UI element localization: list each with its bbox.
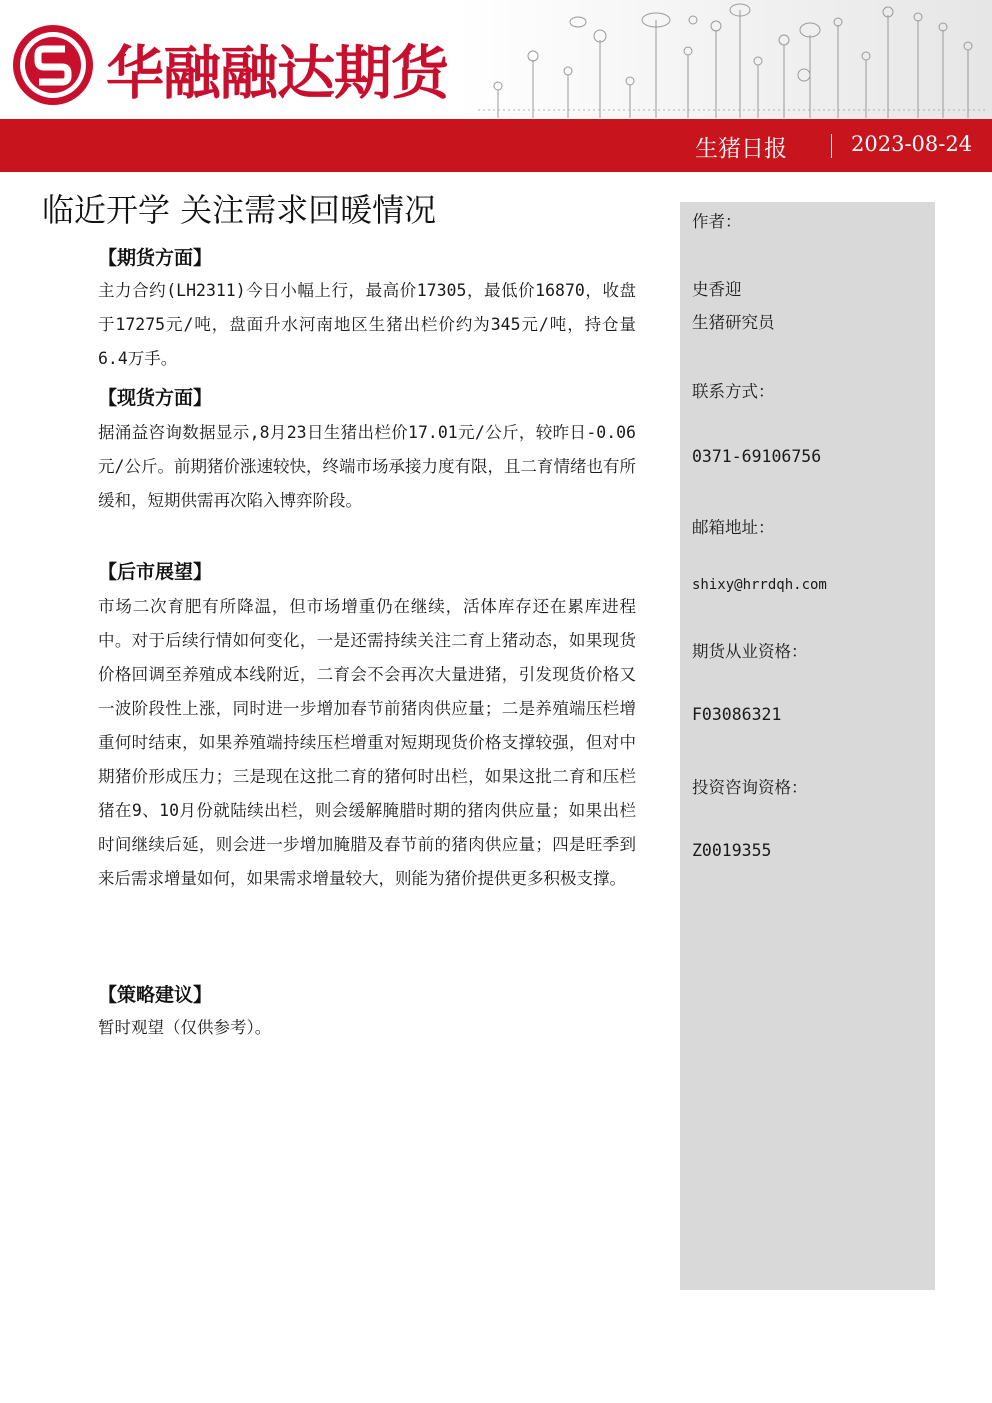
author-name: 史香迎 — [692, 280, 742, 299]
advisory-cert-number: Z0019355 — [692, 841, 772, 860]
report-title: 临近开学 关注需求回暖情况 — [42, 191, 437, 229]
section-text-outlook: 市场二次育肥有所降温，但市场增重仍在继续，活体库存还在累库进程中。对于后续行情如何变化，一是还需持续关注二育上猪动态，如果现货价格回调至养殖成本线附近，二育会不会再次大量进猪，引发现货价格又一波阶段性上涨，同时进一步增加春节前猪肉供应量；二是养殖端压栏增重何时结束，如果养殖端持续压栏增重对短期现货价格支撑较强，但对中期猪价形成压力；三是现在这批二育的猪何时出栏，如果这批二育和压栏猪在9、10月份就陆续出栏，则会缓解腌腊时期的猪肉供应量；如果出栏时间继续后延，则会进一步增加腌腊及春节前的猪肉供应量；四是旺季到来后需求增量如何，如果需求增量较大，则能为猪价提供更多积极支撑。 — [98, 597, 636, 888]
futures-cert-number: F03086321 — [692, 705, 782, 724]
logo — [10, 22, 450, 112]
section-heading-strategy: 【策略建议】 — [98, 984, 213, 1006]
company-logo-icon — [10, 22, 96, 108]
header-bar — [0, 119, 992, 172]
futures-cert-label: 期货从业资格： — [692, 642, 808, 661]
contact-label: 联系方式： — [692, 382, 775, 401]
section-text-futures: 主力合约(LH2311)今日小幅上行，最高价17305，最低价16870，收盘于17275元/吨，盘面升水河南地区生猪出栏价约为345元/吨，持仓量6.4万手。 — [98, 281, 636, 368]
section-heading-futures: 【期货方面】 — [98, 247, 213, 269]
header-decoration — [458, 0, 992, 120]
advisory-cert-label: 投资咨询资格： — [692, 778, 808, 797]
email-label: 邮箱地址： — [692, 518, 775, 537]
header-divider — [831, 134, 832, 158]
brand-name: 华融融达期货 — [106, 39, 449, 107]
author-sidebar — [680, 202, 935, 1290]
author-label: 作者： — [692, 212, 742, 231]
report-date: 2023-08-24 — [851, 132, 973, 156]
contact-phone: 0371-69106756 — [692, 447, 822, 466]
section-text-spot: 据涌益咨询数据显示,8月23日生猪出栏价17.01元/公斤，较昨日-0.06元/公斤。前期猪价涨速较快，终端市场承接力度有限，且二育情绪也有所缓和，短期供需再次陷入博弈阶段。 — [98, 423, 636, 510]
section-heading-spot: 【现货方面】 — [98, 387, 213, 409]
email-address[interactable]: shixy@hrrdqh.com — [692, 577, 827, 593]
section-heading-outlook: 【后市展望】 — [98, 561, 213, 583]
author-title: 生猪研究员 — [692, 313, 775, 332]
section-text-strategy: 暂时观望（仅供参考）。 — [98, 1018, 272, 1037]
report-type: 生猪日报 — [695, 136, 787, 162]
